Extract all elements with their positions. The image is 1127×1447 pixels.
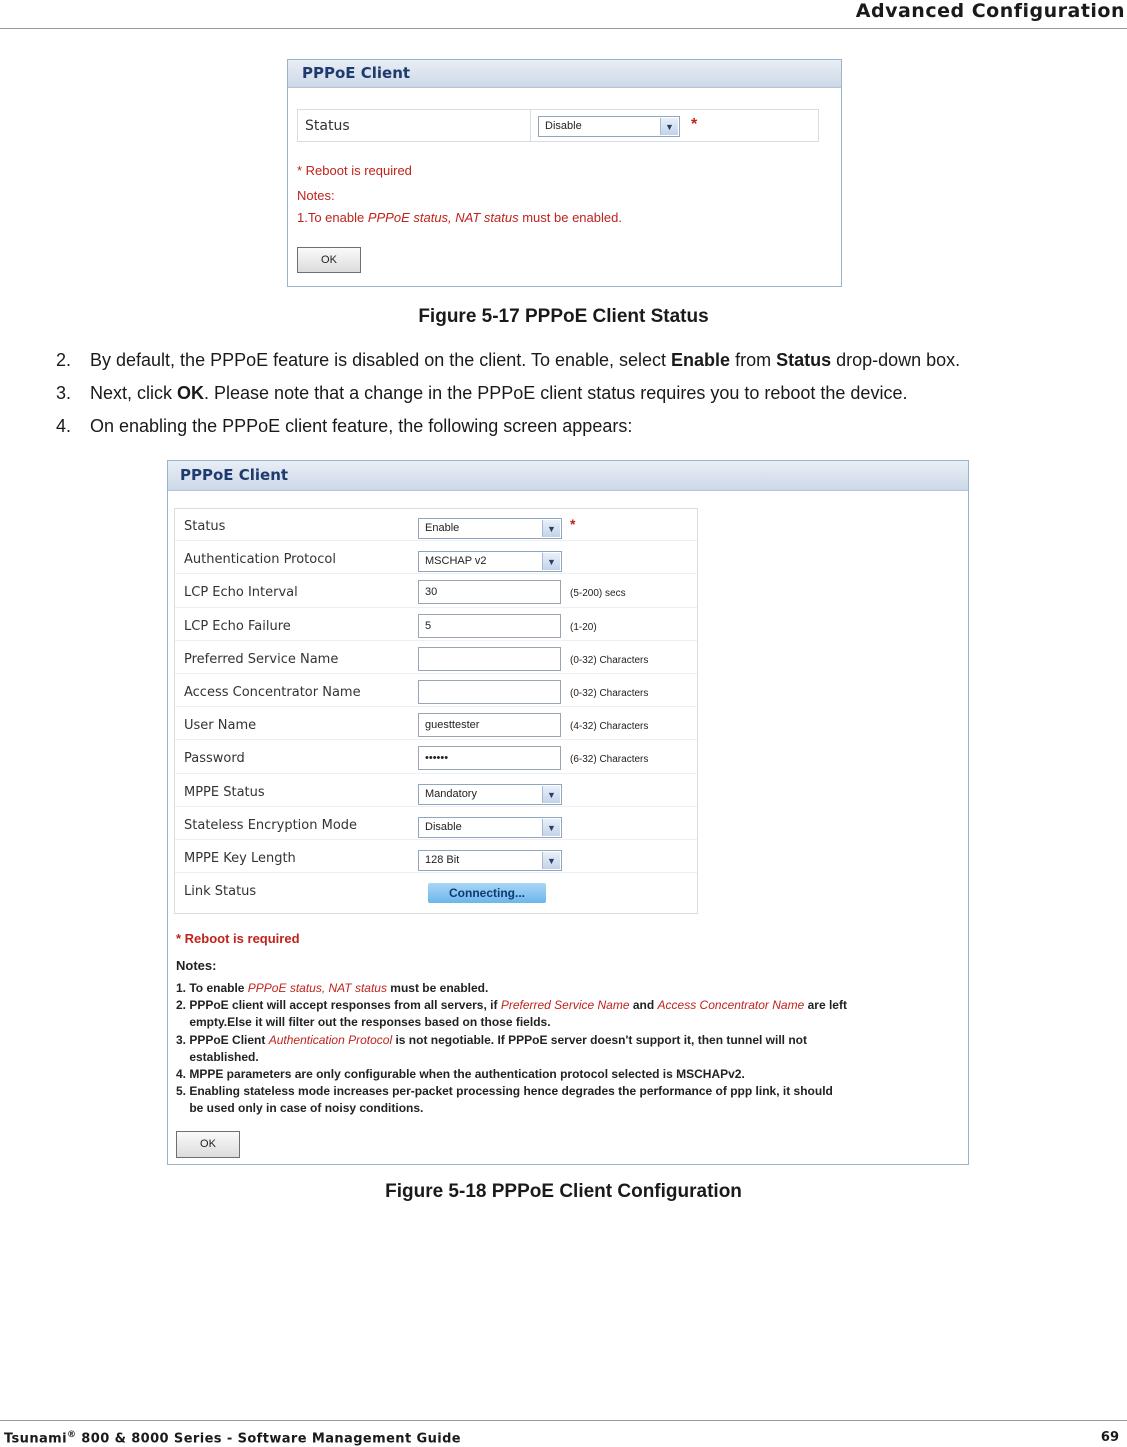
field-hint: (4-32) Characters: [570, 721, 649, 733]
field-input[interactable]: ••••••: [418, 746, 561, 770]
note-line: 1. To enable PPPoE status, NAT status must be enabled.: [176, 981, 489, 995]
field-select[interactable]: [418, 850, 562, 871]
note-line: 3. PPPoE Client Authentication Protocol is not negotiable. If PPPoE server doesn't support it, then tunnel will not: [176, 1032, 808, 1047]
ok-button[interactable]: OK: [176, 1131, 240, 1158]
field-select[interactable]: [418, 518, 562, 539]
header-rule: [0, 28, 1127, 29]
chevron-down-icon: ▼: [542, 786, 560, 803]
panel-title: PPPoE Client: [288, 60, 841, 88]
field-label: Preferred Service Name: [184, 651, 339, 667]
field-label: Link Status: [184, 884, 257, 900]
note-line: established.: [176, 1049, 259, 1064]
step-3: 3. Next, click OK. Please note that a change in the PPPoE client status requires you to reboot the device.: [56, 383, 908, 403]
field-hint: (0-32) Characters: [570, 654, 649, 666]
field-input[interactable]: [418, 680, 561, 704]
field-label: Stateless Encryption Mode: [184, 817, 358, 833]
field-label: Password: [184, 751, 245, 767]
link-status-badge: Connecting...: [428, 883, 546, 903]
field-label: LCP Echo Failure: [184, 618, 291, 634]
row-divider: [175, 872, 697, 873]
field-hint: (1-20): [570, 621, 597, 633]
status-select[interactable]: [538, 116, 680, 137]
row-divider: [175, 773, 697, 774]
required-asterisk: *: [570, 516, 576, 532]
field-label: Authentication Protocol: [184, 552, 336, 568]
row-divider: [175, 839, 697, 840]
field-input[interactable]: guesttester: [418, 713, 561, 737]
field-label: LCP Echo Interval: [184, 585, 298, 601]
row-divider: [175, 806, 697, 807]
field-hint: (6-32) Characters: [570, 754, 649, 766]
step-2: 2. By default, the PPPoE feature is disabled on the client. To enable, select Enable from Status drop-down box.: [56, 350, 961, 370]
footer-guide-title: Tsunami® 800 & 8000 Series - Software Management Guide: [4, 1430, 462, 1447]
row-divider: [175, 673, 697, 674]
row-divider: [175, 706, 697, 707]
row-divider: [175, 607, 697, 608]
select-value: 128 Bit: [425, 854, 460, 866]
required-asterisk: *: [691, 116, 698, 133]
figure-caption-1: Figure 5-17 PPPoE Client Status: [418, 306, 709, 327]
chevron-down-icon: ▼: [542, 852, 560, 869]
notes-label: Notes:: [176, 958, 217, 973]
row-divider: [175, 739, 697, 740]
field-label: Status: [184, 519, 226, 534]
chevron-down-icon: ▼: [542, 553, 560, 570]
field-select[interactable]: [418, 784, 562, 805]
field-select[interactable]: [418, 817, 562, 838]
field-input[interactable]: [418, 647, 561, 671]
field-input[interactable]: 30: [418, 580, 561, 604]
note-line: empty.Else it will filter out the responses based on those fields.: [176, 1015, 551, 1030]
field-hint: (5-200) secs: [570, 588, 626, 600]
figure-caption-2: Figure 5-18 PPPoE Client Configuration: [385, 1181, 742, 1202]
field-label: MPPE Status: [184, 784, 265, 800]
note-1: 1.To enable PPPoE status, NAT status must be enabled.: [297, 210, 622, 225]
note-line: 4. MPPE parameters are only configurable when the authentication protocol selected is MSCHAPv2.: [176, 1067, 745, 1081]
field-hint: (0-32) Characters: [570, 688, 649, 699]
running-header: Advanced Configuration: [855, 0, 1125, 22]
select-value: Mandatory: [425, 787, 477, 800]
row-divider: [175, 573, 697, 574]
reboot-note: * Reboot is required: [297, 163, 412, 178]
field-input[interactable]: 5: [418, 614, 561, 638]
row-divider: [175, 540, 697, 541]
pppoe-status-panel: [287, 59, 842, 287]
note-line: be used only in case of noisy conditions.: [176, 1101, 424, 1116]
chevron-down-icon: ▼: [542, 520, 560, 537]
field-label: Access Concentrator Name: [184, 685, 361, 700]
page-number: 69: [1100, 1430, 1119, 1445]
panel-title: PPPoE Client: [168, 461, 968, 491]
ok-button[interactable]: OK: [297, 247, 361, 273]
select-value: MSCHAP v2: [425, 555, 487, 568]
notes-label: Notes:: [297, 188, 335, 203]
field-label: MPPE Key Length: [184, 851, 296, 866]
row-divider: [175, 640, 697, 641]
field-select[interactable]: [418, 551, 562, 572]
select-value: Disable: [425, 820, 462, 833]
field-label: User Name: [184, 718, 257, 734]
chevron-down-icon: ▼: [660, 118, 678, 135]
select-value: Enable: [425, 522, 460, 534]
pppoe-config-panel: [167, 460, 969, 1165]
footer-rule: [0, 1420, 1127, 1421]
chevron-down-icon: ▼: [542, 819, 560, 836]
note-line: 2. PPPoE client will accept responses from all servers, if Preferred Service Name and Access Concentrator Name are left: [176, 998, 847, 1013]
status-label: Status: [305, 118, 350, 134]
note-line: 5. Enabling stateless mode increases per-packet processing hence degrades the performance of ppp link, it should: [176, 1084, 833, 1099]
status-select-value: Disable: [545, 120, 582, 132]
reboot-note: * Reboot is required: [176, 931, 300, 946]
step-4: 4. On enabling the PPPoE client feature, the following screen appears:: [56, 416, 633, 436]
